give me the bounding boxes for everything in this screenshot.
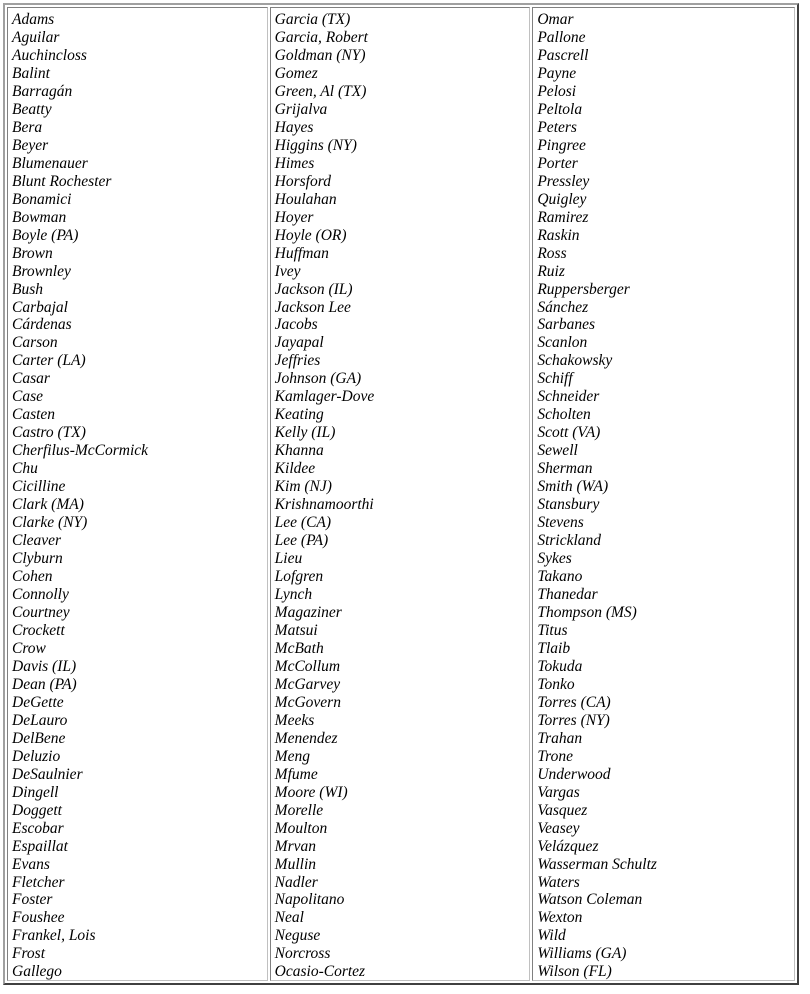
member-name: Porter [537, 154, 578, 172]
member-name: Lee (PA) [274, 532, 329, 550]
member-name: Matsui [274, 621, 318, 639]
member-name: Cherfilus-McCormick [12, 442, 149, 460]
member-name: Dingell [12, 783, 59, 801]
member-name: Meng [274, 747, 310, 765]
member-name: Morelle [274, 801, 324, 819]
member-name: Bera [12, 118, 43, 136]
member-name: Lee (CA) [274, 514, 332, 532]
member-name: Krishnamoorthi [274, 496, 374, 514]
member-name: McBath [274, 639, 324, 657]
member-name: Lofgren [274, 568, 324, 586]
member-name: Peters [537, 118, 577, 136]
member-name: Garcia (TX) [274, 11, 351, 28]
member-name: Waters [537, 873, 580, 891]
member-name: Titus [537, 621, 568, 639]
member-name: Watson Coleman [537, 891, 643, 909]
member-name: Ruppersberger [537, 280, 630, 298]
member-name: Foushee [12, 909, 65, 927]
member-name: Carson [12, 334, 58, 352]
member-name: Peltola [537, 100, 583, 118]
member-name: Quigley [537, 190, 587, 208]
member-name: Pressley [537, 172, 590, 190]
member-name: Neguse [274, 927, 321, 945]
member-name: Thompson (MS) [537, 603, 637, 621]
member-name: Ocasio-Cortez [274, 963, 366, 981]
member-name: Higgins (NY) [274, 136, 357, 154]
member-name: Tlaib [537, 639, 571, 657]
member-name: Chu [12, 460, 38, 478]
member-name: Hayes [274, 118, 314, 136]
member-name: Underwood [537, 765, 611, 783]
member-name: Cárdenas [12, 316, 72, 334]
member-name: Green, Al (TX) [274, 82, 367, 100]
member-name: Frost [12, 945, 46, 963]
member-name: Carter (LA) [12, 352, 86, 370]
member-name: Scholten [537, 406, 591, 424]
member-name: Wild [537, 927, 566, 945]
member-name: Napolitano [274, 891, 345, 909]
member-name: Garcia, Robert [274, 28, 368, 46]
member-name: Bonamici [12, 190, 72, 208]
member-name: Foster [12, 891, 53, 909]
member-name: Norcross [274, 945, 331, 963]
member-name: Himes [274, 154, 315, 172]
member-name: Trone [537, 747, 573, 765]
member-name: Sykes [537, 550, 572, 568]
member-name: Magaziner [274, 603, 342, 621]
member-name: Gomez [274, 64, 318, 82]
member-name: Clyburn [12, 550, 63, 568]
member-name: Schakowsky [537, 352, 613, 370]
member-name: Mrvan [274, 837, 316, 855]
member-name: Boyle (PA) [12, 226, 79, 244]
member-name: Jackson Lee [274, 298, 351, 316]
member-name: Hoyle (OR) [274, 226, 347, 244]
member-name: Trahan [537, 729, 583, 747]
member-name: Tonko [537, 675, 575, 693]
member-name: Payne [537, 64, 577, 82]
member-name: McGarvey [274, 675, 341, 693]
member-name: Sánchez [537, 298, 589, 316]
member-name: Dean (PA) [12, 675, 77, 693]
member-name: Williams (GA) [537, 945, 627, 963]
member-name: Jeffries [274, 352, 321, 370]
member-name: Case [12, 388, 43, 406]
member-name: Vargas [537, 783, 580, 801]
member-name: Stansbury [537, 496, 600, 514]
member-name: Cicilline [12, 478, 66, 496]
member-name: Kamlager-Dove [274, 388, 375, 406]
member-name: Neal [274, 909, 304, 927]
member-name: McCollum [274, 657, 341, 675]
member-name: Aguilar [12, 28, 60, 46]
member-name: Brown [12, 244, 53, 262]
member-name: Beatty [12, 100, 52, 118]
member-name: Pascrell [537, 46, 589, 64]
member-name: Jayapal [274, 334, 324, 352]
member-name: Ivey [274, 262, 301, 280]
column-1 [7, 7, 268, 981]
member-name: Ramirez [537, 208, 589, 226]
members-table [7, 7, 795, 981]
member-name: Frankel, Lois [12, 927, 96, 945]
member-name: Doggett [12, 801, 62, 819]
member-name: Balint [12, 64, 50, 82]
member-name: DeLauro [12, 711, 68, 729]
member-name: Huffman [274, 244, 329, 262]
member-name: Beyer [12, 136, 49, 154]
member-name: Menendez [274, 729, 338, 747]
column-2 [270, 7, 531, 981]
member-name: Mfume [274, 765, 318, 783]
member-name: Sewell [537, 442, 578, 460]
member-name: Crow [12, 639, 46, 657]
member-name: Gallego [12, 963, 62, 981]
member-name: Takano [537, 568, 583, 586]
member-name: Sarbanes [537, 316, 596, 334]
member-name: Carbajal [12, 298, 68, 316]
member-name: Nadler [274, 873, 318, 891]
member-name: Kildee [274, 460, 316, 478]
member-name: DeSaulnier [12, 765, 83, 783]
member-name: Horsford [274, 172, 331, 190]
member-name: Bowman [12, 208, 67, 226]
member-name: Jacobs [274, 316, 318, 334]
member-name: Espaillat [12, 837, 68, 855]
column-3 [532, 7, 795, 981]
member-name: Castro (TX) [12, 424, 86, 442]
member-name: Velázquez [537, 837, 599, 855]
member-name: Lynch [274, 586, 313, 603]
member-name: Auchincloss [12, 46, 87, 64]
member-name: Escobar [12, 819, 64, 837]
member-name: Stevens [537, 514, 584, 532]
member-name: Moulton [274, 819, 328, 837]
member-name: Davis (IL) [12, 657, 77, 675]
member-name: Connolly [12, 586, 69, 603]
member-name: Blunt Rochester [12, 172, 112, 190]
member-name: Kim (NJ) [274, 478, 332, 496]
member-name: Keating [274, 406, 324, 424]
member-name: Brownley [12, 262, 71, 280]
member-name: Goldman (NY) [274, 46, 366, 64]
member-name: Wilson (FL) [537, 963, 612, 981]
member-name: Sherman [537, 460, 593, 478]
member-name: Cleaver [12, 532, 62, 550]
member-name: Pingree [537, 136, 586, 154]
member-name: McGovern [274, 693, 341, 711]
member-name: Wexton [537, 909, 583, 927]
member-name: Schneider [537, 388, 600, 406]
member-name: Moore (WI) [274, 783, 348, 801]
member-name: Clarke (NY) [12, 514, 88, 532]
member-name: Scanlon [537, 334, 588, 352]
member-name: Kelly (IL) [274, 424, 336, 442]
member-name: Mullin [274, 855, 317, 873]
member-name: Cohen [12, 568, 53, 586]
member-name: Tokuda [537, 657, 583, 675]
member-name: Omar [537, 11, 574, 28]
member-name: Clark (MA) [12, 496, 84, 514]
member-name: Veasey [537, 819, 580, 837]
member-name: Smith (WA) [537, 478, 609, 496]
member-name: Pelosi [537, 82, 577, 100]
member-name: Meeks [274, 711, 315, 729]
member-name: DeGette [12, 693, 64, 711]
member-name: Ruiz [537, 262, 565, 280]
member-name: Torres (CA) [537, 693, 611, 711]
member-name: Johnson (GA) [274, 370, 362, 388]
member-name: Torres (NY) [537, 711, 610, 729]
member-name: Wasserman Schultz [537, 855, 657, 873]
member-name: Barragán [12, 82, 73, 100]
member-name: Evans [12, 855, 50, 873]
member-name: Schiff [537, 370, 573, 388]
member-name: DelBene [12, 729, 66, 747]
member-name: Raskin [537, 226, 580, 244]
member-name: Deluzio [12, 747, 61, 765]
member-name: Casar [12, 370, 50, 388]
member-name: Lieu [274, 550, 303, 568]
member-name: Courtney [12, 603, 70, 621]
member-name: Thanedar [537, 586, 598, 603]
member-name: Vasquez [537, 801, 588, 819]
member-name: Bush [12, 280, 43, 298]
member-name: Scott (VA) [537, 424, 601, 442]
member-name: Strickland [537, 532, 602, 550]
member-name: Adams [12, 11, 55, 28]
member-name: Casten [12, 406, 56, 424]
member-name: Hoyer [274, 208, 314, 226]
member-name: Pallone [537, 28, 586, 46]
member-name: Houlahan [274, 190, 337, 208]
member-name: Ross [537, 244, 567, 262]
member-name: Fletcher [12, 873, 65, 891]
member-name: Crockett [12, 621, 65, 639]
member-name: Jackson (IL) [274, 280, 353, 298]
member-name: Khanna [274, 442, 324, 460]
members-list-frame [3, 3, 799, 985]
member-name: Blumenauer [12, 154, 88, 172]
member-name: Grijalva [274, 100, 328, 118]
